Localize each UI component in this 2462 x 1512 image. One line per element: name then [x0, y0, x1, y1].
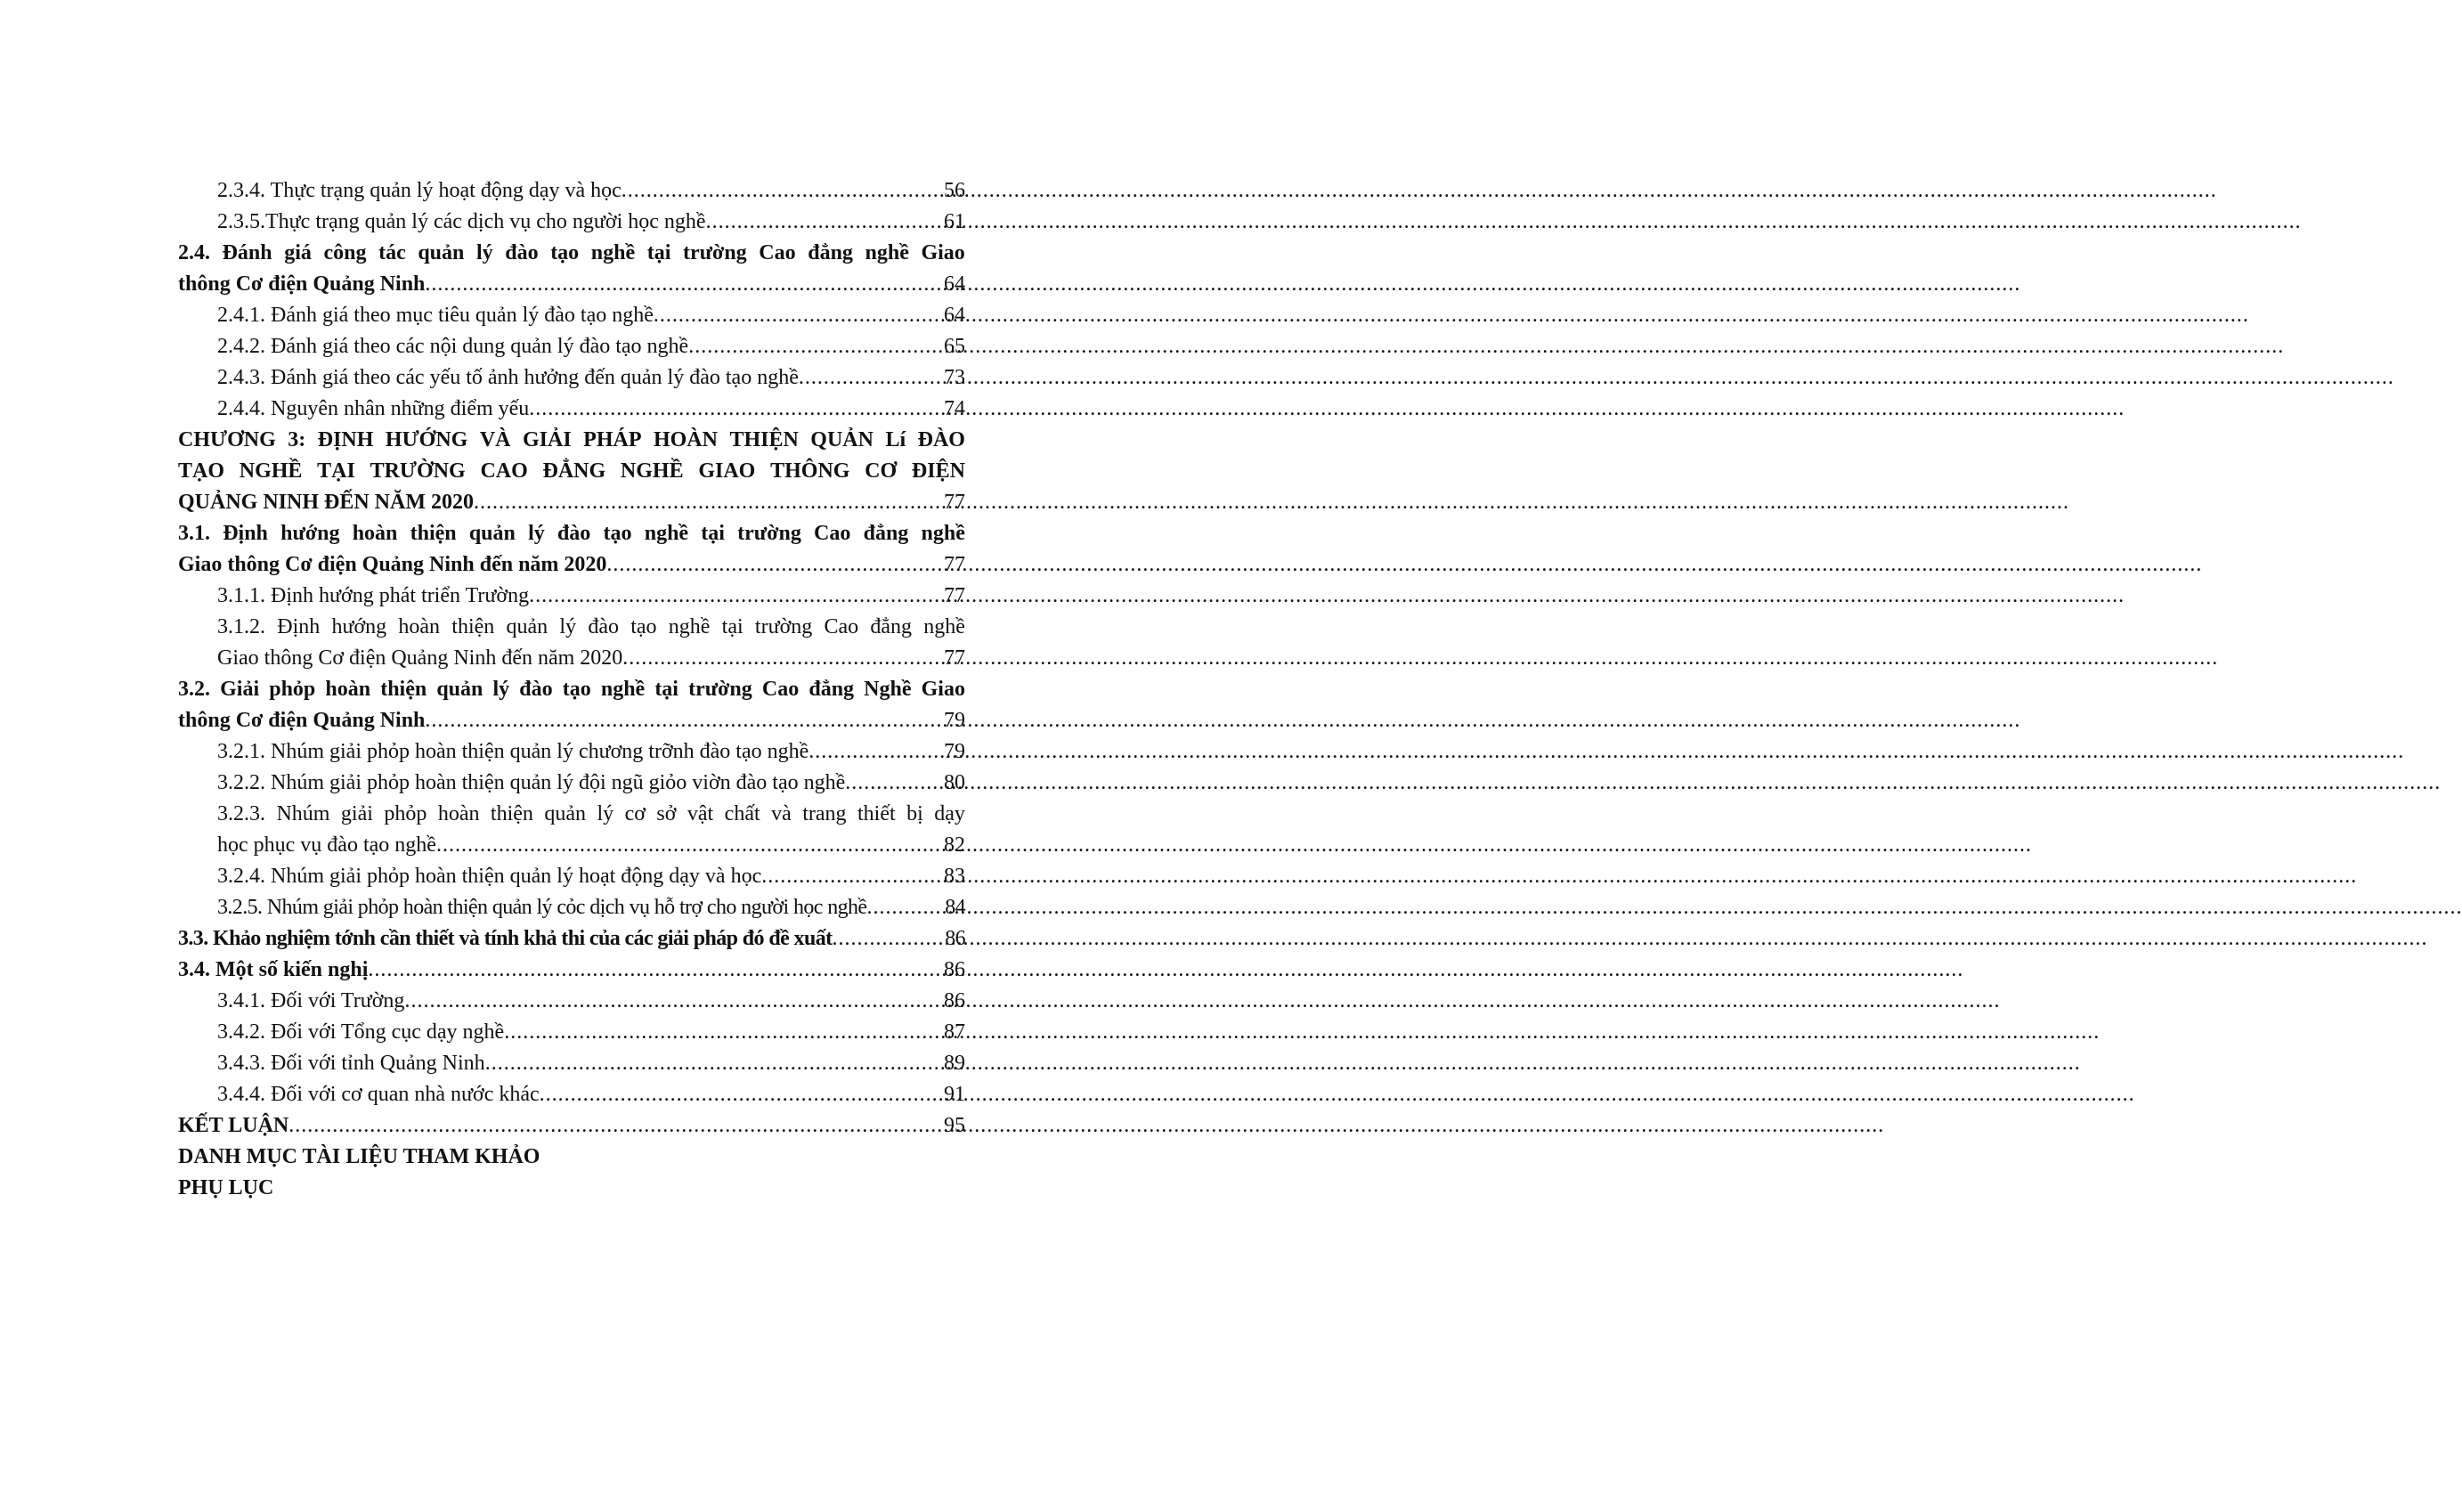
word: thiết	[857, 802, 896, 825]
toc-page-number: 83	[944, 865, 965, 888]
toc-page-number: 89	[944, 1052, 965, 1075]
word: cơ	[624, 802, 646, 825]
word: GIẢI	[522, 428, 572, 451]
word: quản	[468, 522, 516, 545]
word: quản	[506, 615, 548, 638]
word: PHÁP	[583, 428, 642, 451]
toc-entry-3-2-5[interactable]	[178, 892, 965, 923]
word: thiện	[490, 802, 533, 825]
dot-leader	[474, 487, 944, 518]
word: trường	[683, 241, 747, 264]
word: TẠI	[317, 459, 355, 483]
word: trường	[737, 522, 801, 545]
word: thiện	[380, 678, 427, 701]
toc-entry-chapter-3-line2[interactable]	[178, 456, 965, 487]
word: hoàn	[352, 522, 398, 545]
toc-entry-title: 3.4.1. Đối với Trường	[217, 989, 405, 1012]
toc-entry-3-4-2[interactable]	[178, 1017, 965, 1048]
toc-page-number: 87	[944, 1020, 965, 1044]
dot-leader	[540, 1079, 944, 1110]
word: CHƯƠNG	[178, 428, 276, 451]
word: tạo	[550, 241, 580, 264]
word: nghề	[590, 241, 636, 264]
word: giá	[284, 241, 312, 264]
toc-entry-title: 3.4.3. Đối với tỉnh Quảng Ninh	[217, 1052, 485, 1075]
word: tại	[646, 241, 671, 264]
word: Giải	[220, 678, 260, 701]
word: nghề	[865, 241, 909, 264]
word: lý	[559, 615, 577, 638]
toc-entry-2-3-5[interactable]	[178, 207, 965, 238]
toc-entry-title: 3.2.1. Nhúm giải phỏp hoàn thiện quản lý chương trỡnh đào tạo nghề	[217, 740, 809, 763]
word: sở	[656, 802, 677, 825]
toc-page-number: 77	[944, 553, 965, 576]
word: Đánh	[222, 241, 272, 264]
word: quản	[436, 678, 483, 701]
toc-page-number: 86	[944, 958, 965, 981]
toc-entry-title: 3.2.5. Nhúm giải phỏp hoàn thiện quản lý cỏc dịch vụ hỗ trợ cho người học nghề	[217, 896, 867, 919]
toc-page-number: 74	[944, 397, 965, 420]
toc-page-number: 65	[944, 335, 965, 358]
word: 2.4.	[178, 241, 210, 264]
word: Giao	[921, 678, 965, 701]
dot-leader	[504, 1017, 944, 1048]
word: vật	[687, 802, 714, 825]
toc-page-number: 56	[944, 179, 965, 202]
word: hoàn	[437, 802, 480, 825]
toc-entry-title: 3.2.2. Nhúm giải phỏp hoàn thiện quản lý đội ngũ giỏo viờn đào tạo nghề	[217, 771, 846, 794]
dot-leader	[706, 207, 944, 238]
toc-entry-title: 2.3.5.Thực trạng quản lý các dịch vụ cho người học nghề	[217, 210, 706, 233]
word: lý	[475, 241, 493, 264]
word: quản	[544, 802, 587, 825]
toc-entry-title: thông Cơ điện Quảng Ninh	[178, 272, 426, 296]
word: hướng	[280, 522, 340, 545]
word: phỏp	[384, 802, 427, 825]
toc-entry-3-4-1[interactable]	[178, 986, 965, 1017]
toc-page-number: 73	[944, 366, 965, 389]
word: 3.2.	[178, 678, 210, 701]
word: NGHỀ	[620, 459, 684, 483]
word: nghề	[668, 615, 711, 638]
word: 3.1.	[178, 522, 210, 545]
toc-page-number: 86	[945, 927, 965, 950]
toc-entry-3-2-2[interactable]	[178, 768, 965, 799]
dot-leader	[622, 175, 944, 207]
toc-entry-3-2-3-line1[interactable]	[178, 799, 965, 830]
word: Cao	[759, 241, 796, 264]
word: ĐẲNG	[542, 459, 606, 483]
toc-entry-3-1-2-line2[interactable]	[178, 643, 965, 674]
toc-page-number: 61	[944, 210, 965, 233]
word: TẠO	[178, 459, 225, 483]
toc-entry-title: 2.3.4. Thực trạng quản lý hoạt động dạy và học	[217, 179, 622, 202]
word: dạy	[934, 802, 965, 825]
word: trường	[754, 615, 813, 638]
word: ĐÀO	[917, 428, 965, 451]
toc-entry-3-4-3[interactable]	[178, 1048, 965, 1079]
word: lý	[528, 522, 545, 545]
word: phỏp	[269, 678, 316, 701]
toc-entry-title: Giao thông Cơ điện Quảng Ninh đến năm 2020	[217, 646, 623, 670]
word: hướng	[331, 615, 387, 638]
toc-entry-title: 2.4.4. Nguyên nhân những điểm yếu	[217, 397, 530, 420]
toc-entry-title: 2.4.1. Đánh giá theo mục tiêu quản lý đào tạo nghề	[217, 304, 654, 327]
word: Lí	[885, 428, 906, 451]
dot-leader	[425, 269, 944, 300]
toc-entry-3-4[interactable]	[178, 955, 965, 986]
toc-entry-title: 3.4. Một số kiến nghị	[178, 958, 369, 981]
toc-entry-3-2-line1[interactable]	[178, 674, 965, 705]
toc-entry-references[interactable]	[178, 1142, 965, 1173]
word: đào	[557, 522, 591, 545]
word: đẳng	[808, 241, 853, 264]
toc-entry-title: 2.4.2. Đánh giá theo các nội dung quản lý đào tạo nghề	[217, 335, 689, 358]
word: nghề	[923, 615, 965, 638]
toc-entry-title: 3.4.4. Đối với cơ quan nhà nước khác	[217, 1083, 540, 1106]
word: 3:	[288, 428, 306, 451]
word: chất	[724, 802, 760, 825]
dot-leader	[808, 736, 944, 768]
toc-entry-2-4-3[interactable]	[178, 362, 965, 394]
word: Cao	[814, 522, 851, 545]
toc-entry-appendix[interactable]	[178, 1173, 965, 1204]
word: NGHỀ	[239, 459, 303, 483]
dot-leader	[832, 923, 945, 955]
toc-entry-chapter-3-line1[interactable]	[178, 425, 965, 456]
toc-entry-3-1-line1[interactable]	[178, 518, 965, 549]
toc-entry-ket-luan[interactable]	[178, 1110, 965, 1142]
toc-entry-3-2-4[interactable]	[178, 861, 965, 892]
toc-page-number: 84	[945, 896, 965, 919]
toc-page-number: 77	[944, 646, 965, 670]
toc-entry-2-4-4[interactable]	[178, 394, 965, 425]
toc-entry-2-3-4[interactable]	[178, 175, 965, 207]
toc-entry-title: QUẢNG NINH ĐẾN NĂM 2020	[178, 491, 474, 514]
word: công	[323, 241, 367, 264]
word: thiện	[451, 615, 495, 638]
word: CAO	[480, 459, 528, 483]
toc-entry-title: KẾT LUẬN	[178, 1114, 289, 1137]
word: ĐỊNH	[317, 428, 374, 451]
dot-leader	[425, 705, 944, 736]
dot-leader	[529, 581, 944, 612]
word: quản	[418, 241, 465, 264]
toc-entry-title: DANH MỤC TÀI LIỆU THAM KHẢO	[178, 1145, 540, 1168]
word: Nhúm	[276, 802, 330, 825]
toc-entry-title: PHỤ LỤC	[178, 1176, 274, 1199]
toc-entry-3-1-1[interactable]	[178, 581, 965, 612]
toc-page-number: 79	[944, 740, 965, 763]
word: thiện	[410, 522, 457, 545]
word: VÀ	[479, 428, 511, 451]
word: trường	[688, 678, 752, 701]
word: tại	[701, 522, 725, 545]
toc-page-number: 64	[944, 304, 965, 327]
toc-page-number: 82	[944, 833, 965, 857]
word: và	[771, 802, 792, 825]
word: THÔNG	[770, 459, 850, 483]
dot-leader	[845, 768, 944, 799]
toc-entry-3-2-1[interactable]	[178, 736, 965, 768]
word: giải	[340, 802, 373, 825]
toc-page-number: 86	[944, 989, 965, 1012]
toc-entry-2-4-2[interactable]	[178, 331, 965, 362]
toc-entry-title: Giao thông Cơ điện Quảng Ninh đến năm 2020	[178, 553, 607, 576]
toc-page-number: 79	[944, 709, 965, 732]
toc-entry-title: 3.1.1. Định hướng phát triển Trường	[217, 584, 530, 607]
word: nghề	[600, 678, 646, 701]
dot-leader	[485, 1048, 944, 1079]
toc-entry-2-4-line1[interactable]	[178, 238, 965, 269]
toc-page-number: 95	[944, 1114, 965, 1137]
toc-page-number: 91	[944, 1083, 965, 1106]
toc-entry-title: 3.4.2. Đối với Tổng cục dạy nghề	[217, 1020, 505, 1044]
word: đẳng	[863, 522, 909, 545]
word: trang	[802, 802, 847, 825]
toc-entry-3-1-line2[interactable]	[178, 549, 965, 581]
word: CƠ	[865, 459, 898, 483]
toc-entry-3-3[interactable]	[178, 923, 965, 955]
toc-entry-chapter-3-line3[interactable]	[178, 487, 965, 518]
toc-entry-title: 3.3. Khảo nghiệm tớnh cần thiết và tính khả thi của các giải pháp đó đề xuất	[178, 927, 833, 950]
word: lý	[597, 802, 614, 825]
toc-page-number: 64	[944, 272, 965, 296]
word: đào	[505, 241, 539, 264]
word: QUẢN	[810, 428, 873, 451]
dot-leader	[404, 986, 944, 1017]
word: THIỆN	[729, 428, 799, 451]
toc-entry-title: 2.4.3. Đánh giá theo các yếu tố ảnh hưởng đến quản lý đào tạo nghề	[217, 366, 799, 389]
dot-leader	[288, 1110, 944, 1142]
word: Cao	[761, 678, 800, 701]
word: tạo	[562, 678, 591, 701]
word: TRƯỜNG	[370, 459, 466, 483]
word: đào	[519, 678, 553, 701]
toc-entry-2-4-1[interactable]	[178, 300, 965, 331]
toc-entry-3-2-line2[interactable]	[178, 705, 965, 736]
word: HƯỚNG	[385, 428, 468, 451]
word: 3.1.2.	[217, 615, 265, 638]
word: 3.2.3.	[217, 802, 265, 825]
dot-leader	[866, 892, 945, 923]
table-of-contents	[178, 175, 965, 1204]
word: tác	[378, 241, 406, 264]
dot-leader	[761, 861, 944, 892]
word: bị	[906, 802, 923, 825]
word: đào	[588, 615, 619, 638]
dot-leader	[654, 300, 944, 331]
word: tạo	[603, 522, 632, 545]
dot-leader	[436, 830, 944, 861]
dot-leader	[688, 331, 944, 362]
toc-entry-3-2-3-line2[interactable]	[178, 830, 965, 861]
word: Định	[223, 522, 268, 545]
toc-entry-3-1-2-line1[interactable]	[178, 612, 965, 643]
word: Giao	[921, 241, 965, 264]
word: tại	[654, 678, 678, 701]
word: nghề	[921, 522, 965, 545]
dot-leader	[622, 643, 944, 674]
toc-entry-title: thông Cơ điện Quảng Ninh	[178, 709, 426, 732]
toc-page-number: 80	[944, 771, 965, 794]
dot-leader	[529, 394, 944, 425]
word: Nghề	[864, 678, 912, 701]
toc-entry-title: 3.2.4. Nhúm giải phỏp hoàn thiện quản lý hoạt động dạy và học	[217, 865, 762, 888]
word: nghề	[644, 522, 689, 545]
word: tạo	[630, 615, 657, 638]
word: tại	[721, 615, 743, 638]
word: ĐIỆN	[911, 459, 965, 483]
word: đẳng	[870, 615, 913, 638]
toc-entry-2-4-line2[interactable]	[178, 269, 965, 300]
toc-entry-title: học phục vụ đào tạo nghề	[217, 833, 436, 857]
word: hoàn	[325, 678, 371, 701]
dot-leader	[799, 362, 944, 394]
word: Cao	[824, 615, 859, 638]
word: đẳng	[808, 678, 855, 701]
word: GIAO	[698, 459, 756, 483]
dot-leader	[606, 549, 944, 581]
dot-leader	[368, 955, 944, 986]
toc-page-number: 77	[944, 491, 965, 514]
word: HOÀN	[653, 428, 718, 451]
word: Định	[277, 615, 321, 638]
toc-entry-3-4-4[interactable]	[178, 1079, 965, 1110]
word: lý	[492, 678, 510, 701]
word: hoàn	[398, 615, 441, 638]
toc-page-number: 77	[944, 584, 965, 607]
